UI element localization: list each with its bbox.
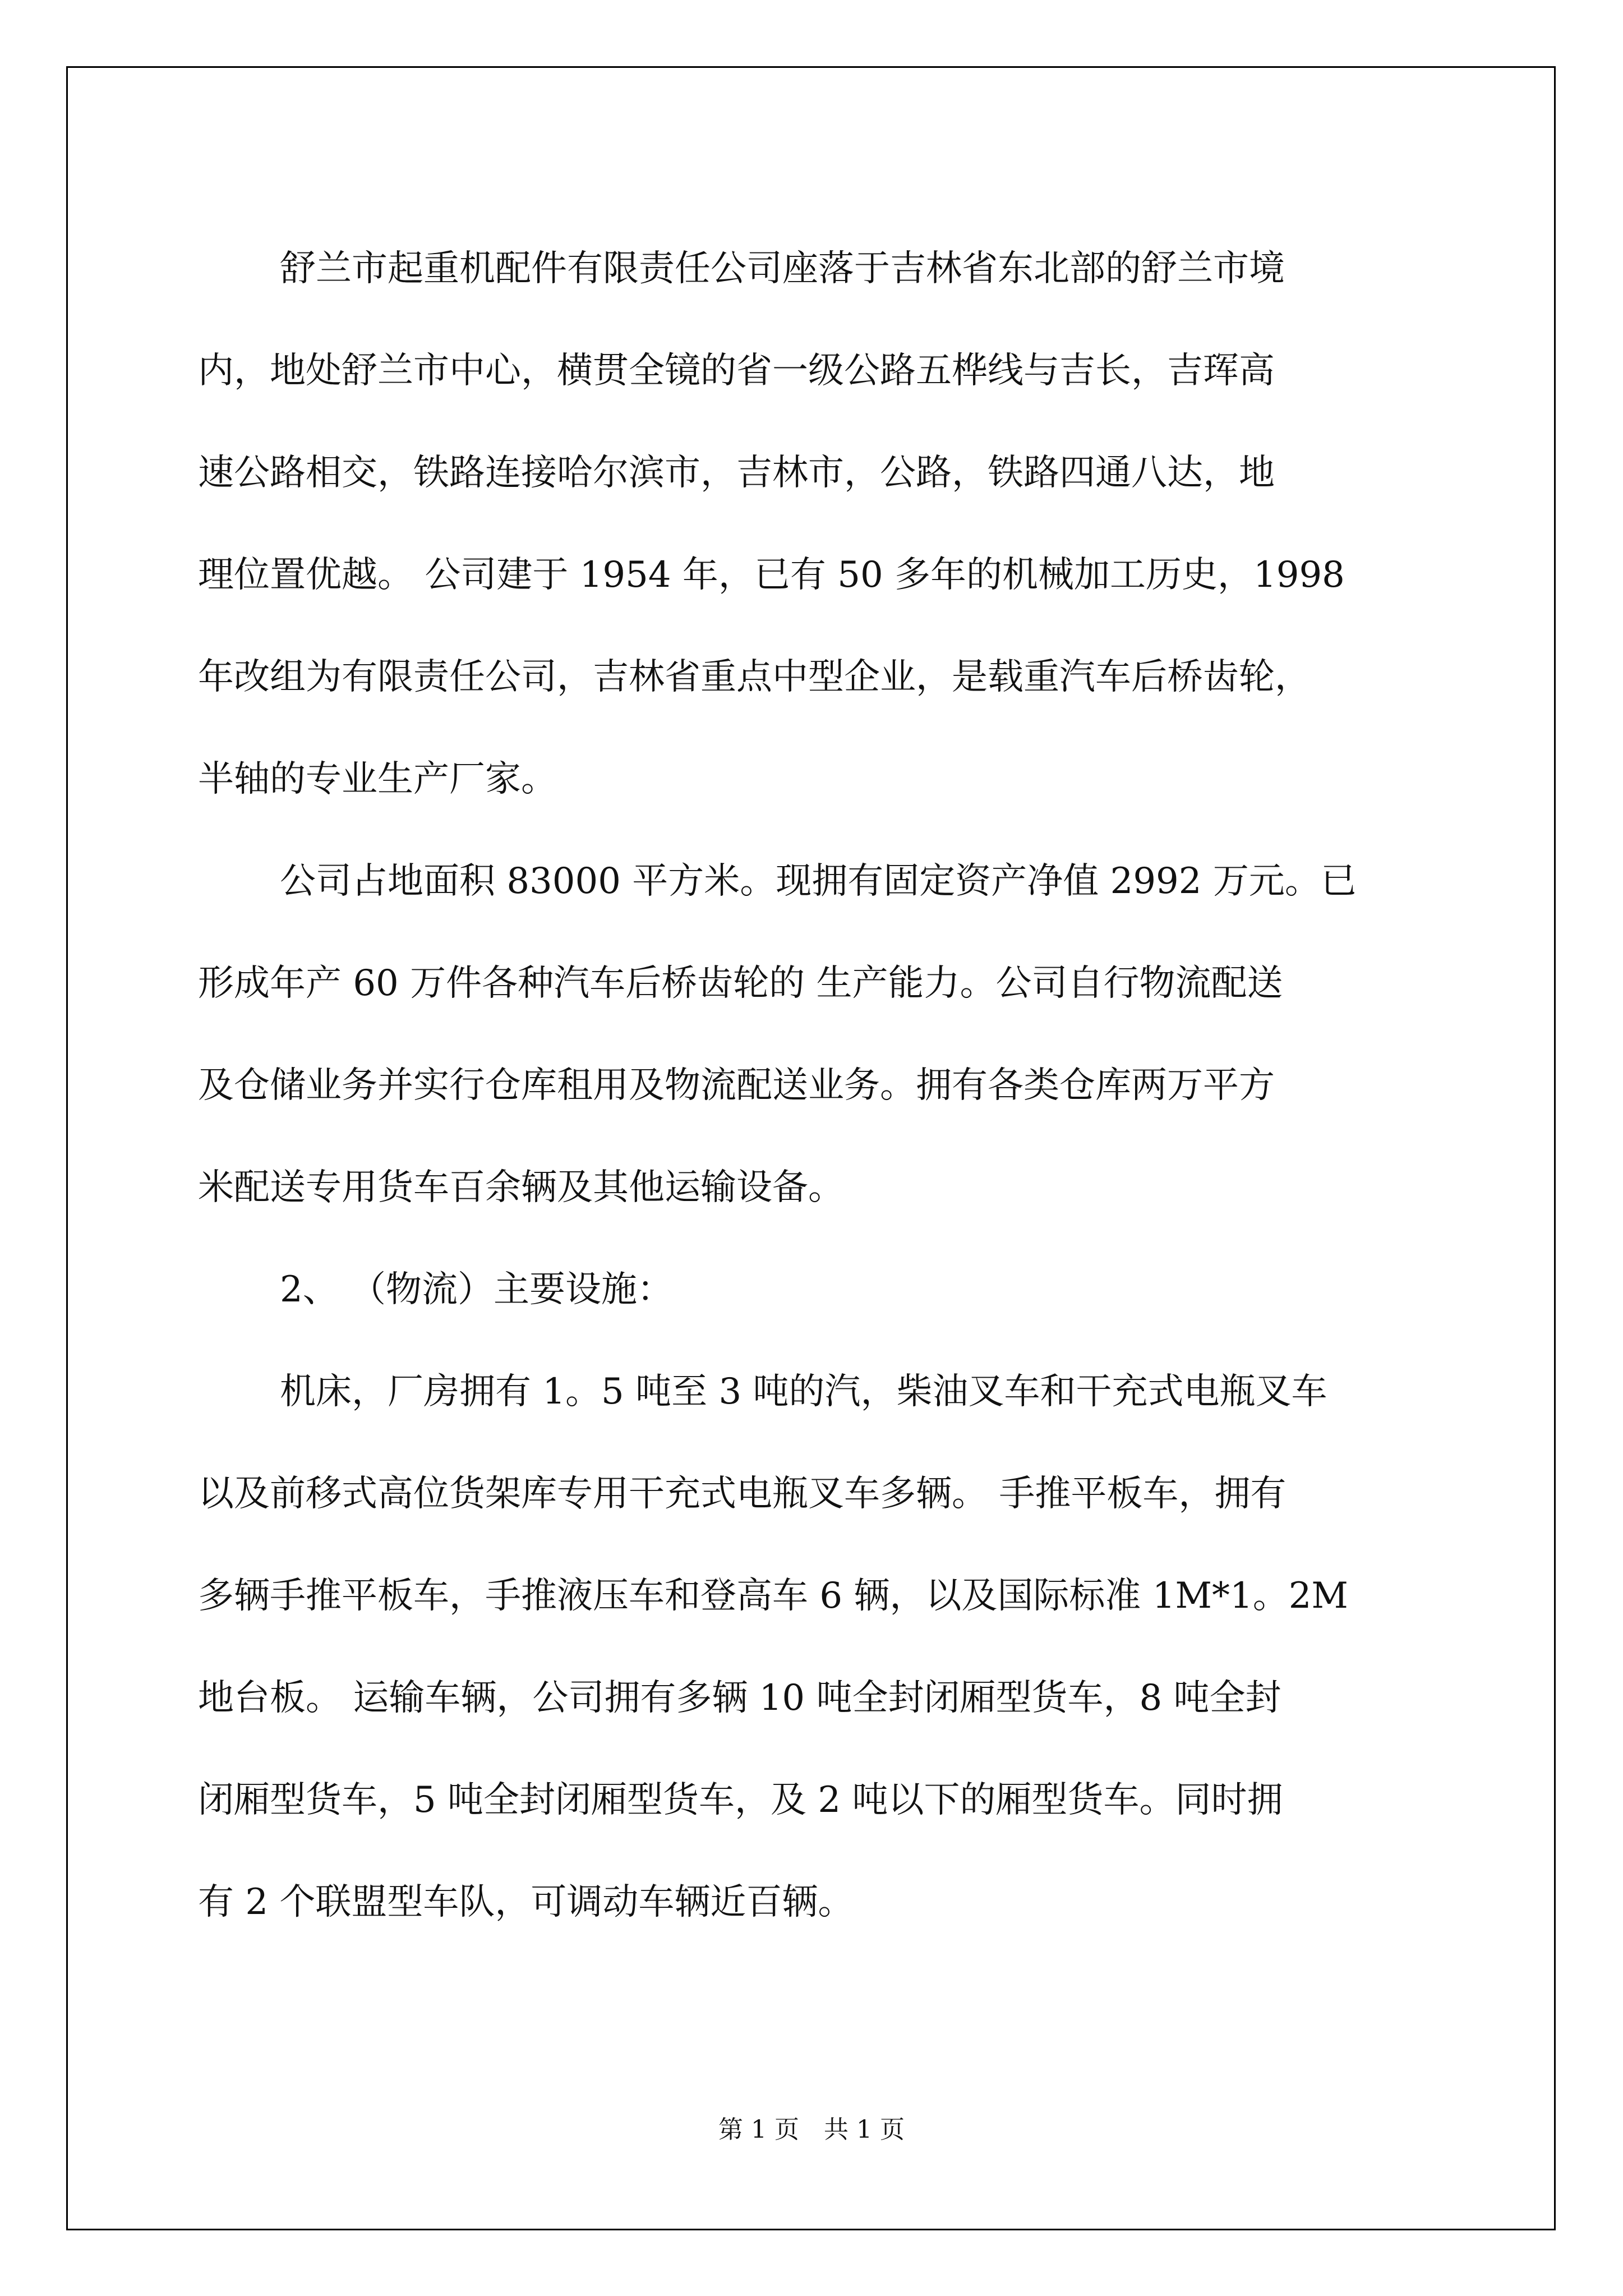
text-line: 有 2 个联盟型车队，可调动车辆近百辆。 [198,1881,854,1923]
text-line: 内，地处舒兰市中心，横贯全镜的省一级公路五桦线与吉长，吉珲高 [198,350,1275,392]
section-heading [198,1239,1471,1341]
text-line: 形成年产 60 万件各种汽车后桥齿轮的 生产能力。公司自行物流配送 [198,963,1283,1004]
text-line: 理位置优越。 公司建于 1954 年，已有 50 多年的机械加工历史，1998 [198,554,1345,596]
text-line: 闭厢型货车，5 吨全封闭厢型货车，及 2 吨以下的厢型货车。同时拥 [198,1779,1283,1821]
text-line: 米配送专用货车百余辆及其他运输设备。 [198,1167,844,1208]
text-line: 舒兰市起重机配件有限责任公司座落于吉林省东北部的舒兰市境 [280,248,1285,289]
text-line: 公司占地面积 83000 平方米。现拥有固定资产净值 2992 万元。已 [280,861,1357,902]
text-line: 年改组为有限责任公司，吉林省重点中型企业，是载重汽车后桥齿轮， [198,656,1311,698]
text-line: 2、 （物流）主要设施： [280,1269,674,1310]
page-footer: 第 1 页 共 1 页 [718,2115,905,2144]
paragraph-assets [198,830,1471,1239]
paragraph-intro [198,218,1471,830]
text-line: 速公路相交，铁路连接哈尔滨市，吉林市，公路，铁路四通八达，地 [198,452,1275,494]
text-line: 及仓储业务并实行仓库租用及物流配送业务。拥有各类仓库两万平方 [198,1065,1275,1106]
text-line: 半轴的专业生产厂家。 [198,758,557,800]
text-line: 机床，厂房拥有 1。5 吨至 3 吨的汽，柴油叉车和干充式电瓶叉车 [280,1371,1327,1412]
text-line: 地台板。 运输车辆，公司拥有多辆 10 吨全封闭厢型货车，8 吨全封 [198,1677,1281,1719]
document-body [198,218,1471,1953]
paragraph-facilities [198,1341,1471,1953]
text-line: 以及前移式高位货架库专用干充式电瓶叉车多辆。 手推平板车，拥有 [198,1473,1287,1515]
text-line: 多辆手推平板车，手推液压车和登高车 6 辆，以及国际标准 1M*1。2M [198,1575,1348,1617]
